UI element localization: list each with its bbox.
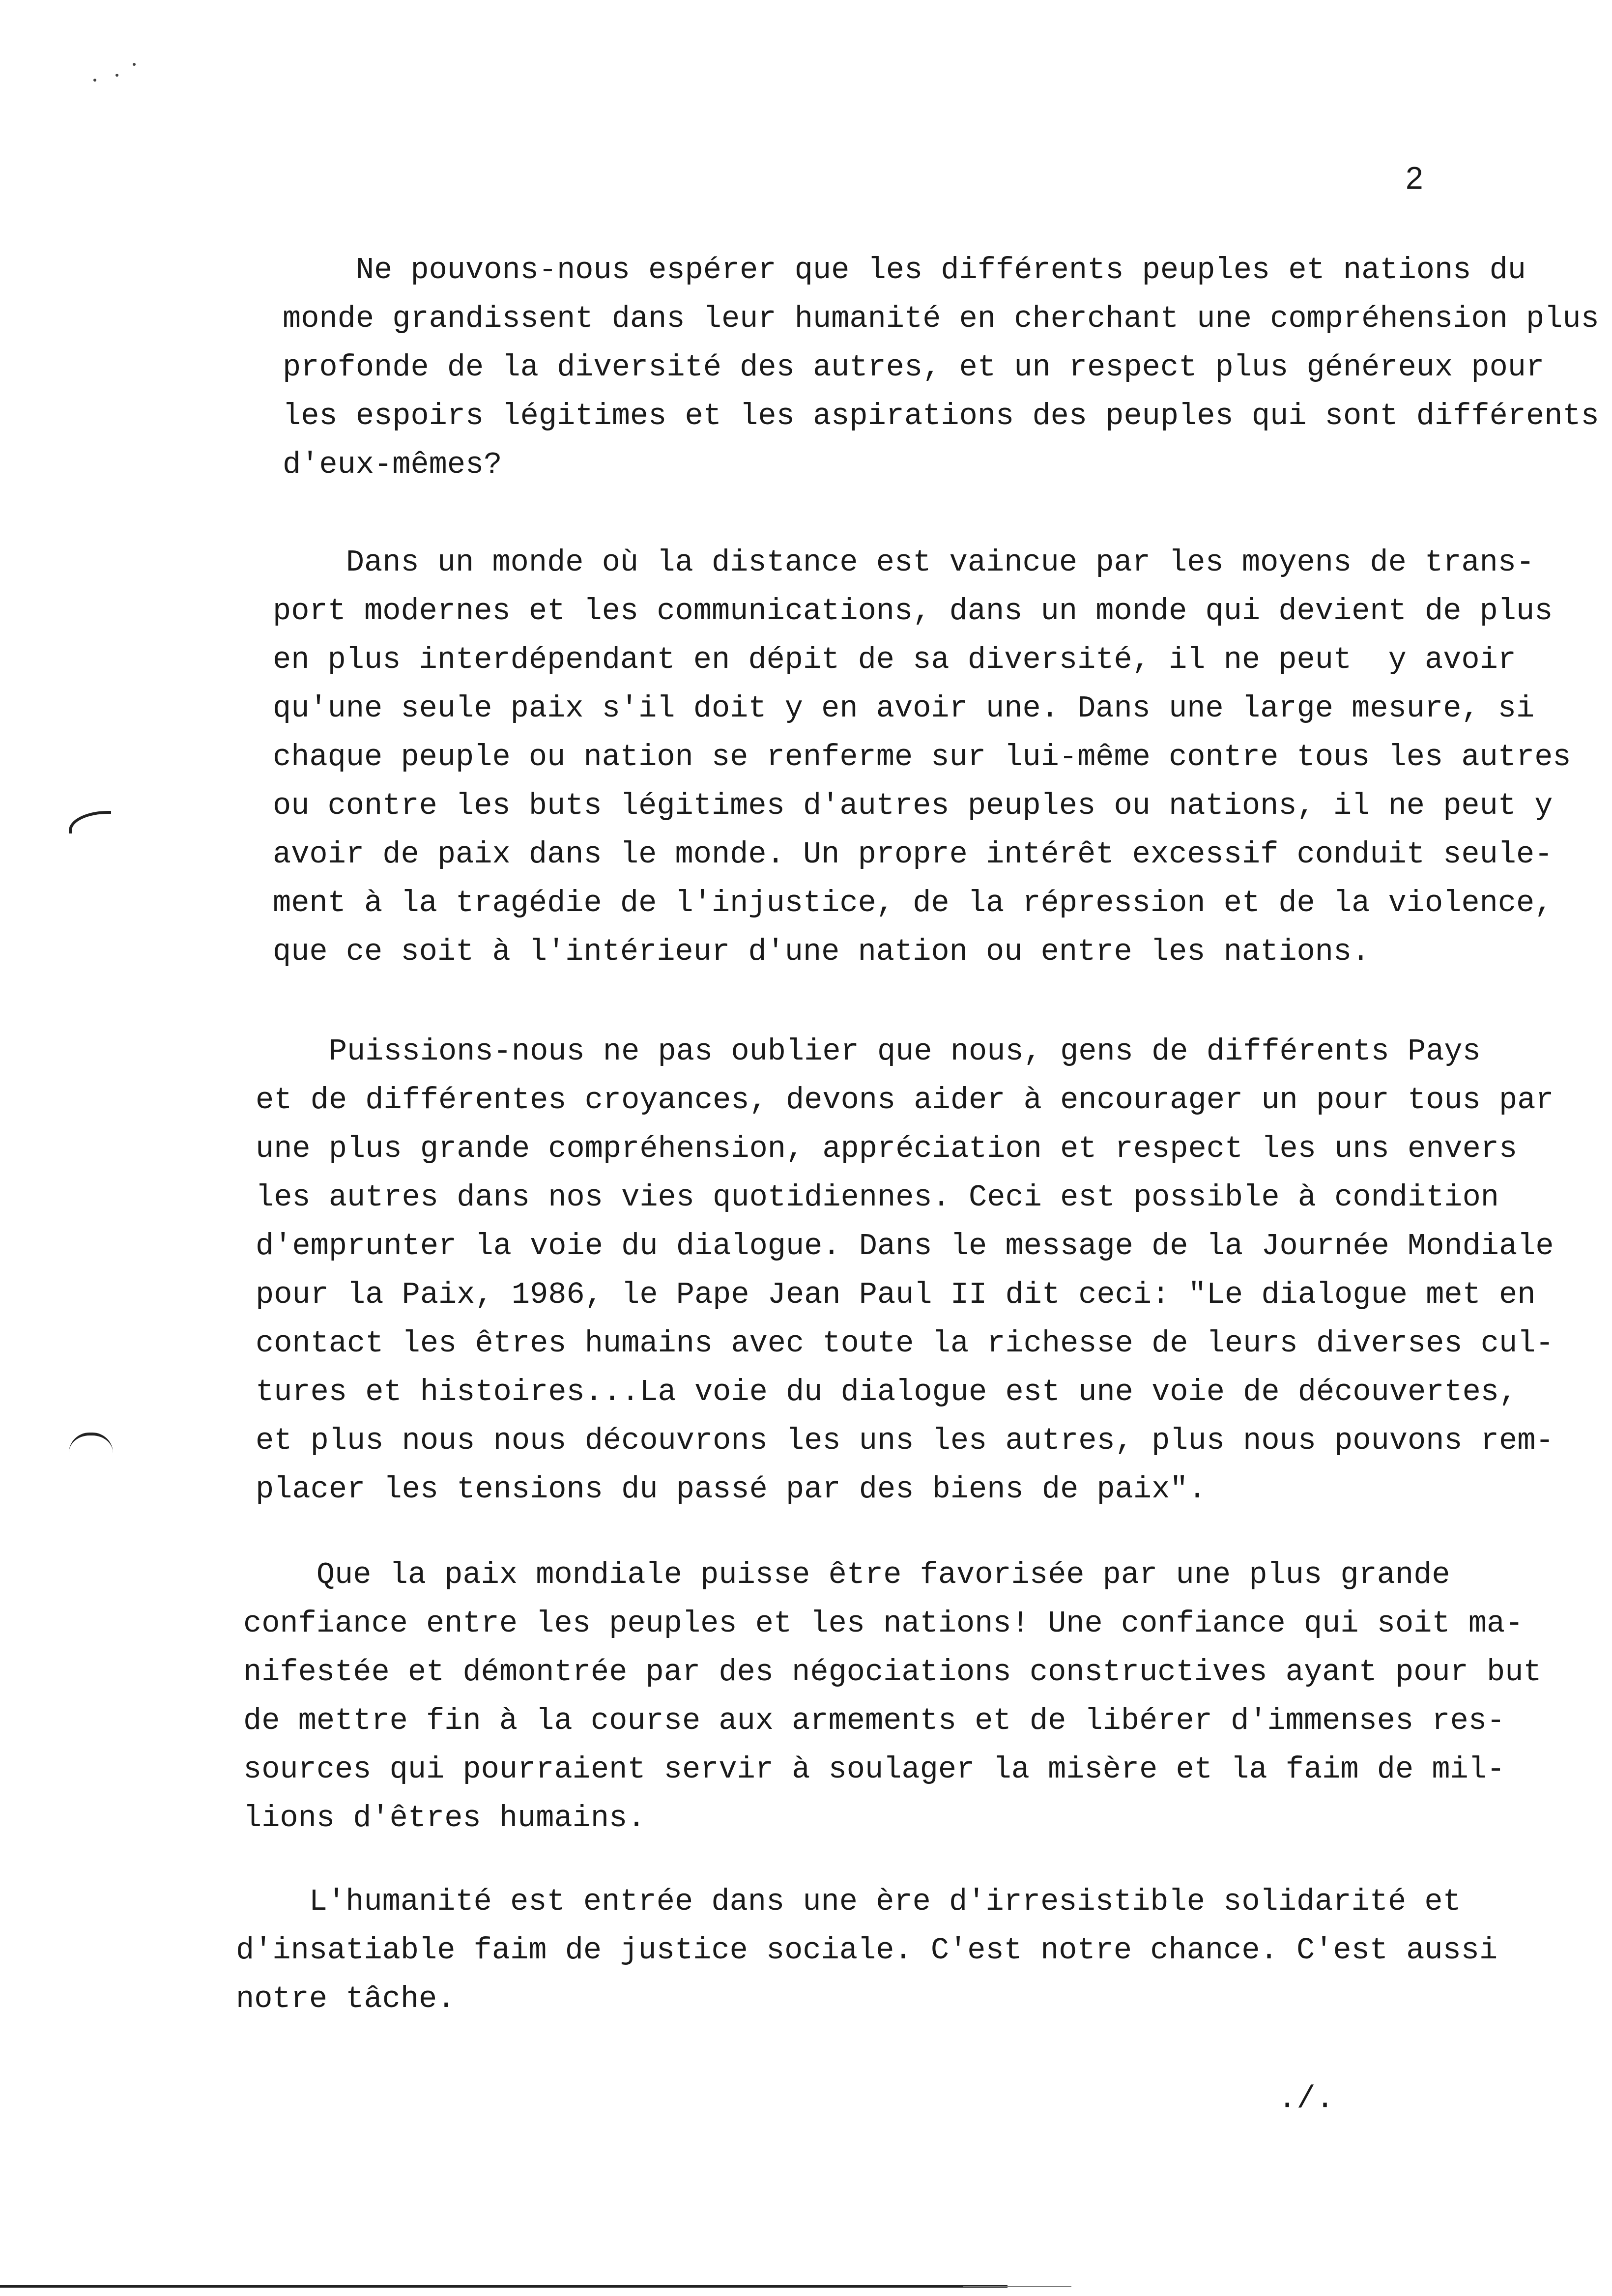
paragraph-1 bbox=[283, 246, 1599, 489]
text-line: Dans un monde où la distance est vaincue par les moyens de trans- bbox=[273, 545, 1535, 580]
continuation-mark: ./. bbox=[1278, 2082, 1335, 2117]
text-line: de mettre fin à la course aux armements et de libérer d'immenses res- bbox=[243, 1703, 1505, 1738]
text-line: les espoirs légitimes et les aspirations des peuples qui sont différents bbox=[283, 399, 1599, 433]
scan-speck bbox=[93, 79, 96, 82]
text-line: et de différentes croyances, devons aider à encourager un pour tous par bbox=[256, 1083, 1554, 1118]
text-line: Ne pouvons-nous espérer que les différents peuples et nations du bbox=[283, 253, 1526, 287]
text-line: les autres dans nos vies quotidiennes. Ceci est possible à condition bbox=[256, 1180, 1499, 1215]
text-line: une plus grande compréhension, appréciation et respect les uns envers bbox=[256, 1131, 1518, 1166]
punch-hole-mark-icon bbox=[69, 1433, 113, 1453]
text-line: notre tâche. bbox=[236, 1981, 456, 2016]
text-line: nifestée et démontrée par des négociations constructives ayant pour but bbox=[243, 1655, 1542, 1690]
page-number: 2 bbox=[1406, 160, 1423, 196]
text-line: d'insatiable faim de justice sociale. C'est notre chance. C'est aussi bbox=[236, 1933, 1498, 1968]
scan-speck bbox=[115, 74, 118, 77]
text-line: confiance entre les peuples et les nations! Une confiance qui soit ma- bbox=[243, 1606, 1524, 1641]
text-line: sources qui pourraient servir à soulager la misère et la faim de mil- bbox=[243, 1752, 1505, 1787]
text-line: ou contre les buts légitimes d'autres peuples ou nations, il ne peut y bbox=[273, 788, 1553, 823]
text-line: profonde de la diversité des autres, et un respect plus généreux pour bbox=[283, 350, 1545, 385]
text-line: L'humanité est entrée dans une ère d'irresistible solidarité et bbox=[236, 1884, 1461, 1919]
paragraph-5 bbox=[236, 1877, 1498, 2023]
text-line: d'emprunter la voie du dialogue. Dans le message de la Journée Mondiale bbox=[256, 1229, 1554, 1263]
text-line: contact les êtres humains avec toute la richesse de leurs diverses cul- bbox=[256, 1326, 1554, 1361]
text-line: Que la paix mondiale puisse être favorisée par une plus grande bbox=[243, 1557, 1450, 1592]
text-line: ment à la tragédie de l'injustice, de la répression et de la violence, bbox=[273, 886, 1553, 920]
text-line: tures et histoires...La voie du dialogue est une voie de découvertes, bbox=[256, 1375, 1518, 1409]
paragraph-4 bbox=[243, 1550, 1542, 1842]
bottom-edge-rule bbox=[0, 2285, 1008, 2288]
text-line: d'eux-mêmes? bbox=[283, 447, 502, 482]
text-line: port modernes et les communications, dans un monde qui devient de plus bbox=[273, 594, 1553, 629]
text-line: lions d'êtres humains. bbox=[243, 1801, 646, 1836]
text-line: et plus nous nous découvrons les uns les autres, plus nous pouvons rem- bbox=[256, 1423, 1554, 1458]
paragraph-2 bbox=[273, 538, 1571, 976]
text-line: pour la Paix, 1986, le Pape Jean Paul II dit ceci: "Le dialogue met en bbox=[256, 1277, 1536, 1312]
scan-speck bbox=[133, 63, 136, 66]
bottom-edge-rule-thin bbox=[963, 2286, 1071, 2287]
paragraph-3 bbox=[256, 1027, 1554, 1514]
text-line: avoir de paix dans le monde. Un propre intérêt excessif conduit seule- bbox=[273, 837, 1553, 872]
text-line: que ce soit à l'intérieur d'une nation ou entre les nations. bbox=[273, 934, 1370, 969]
text-line: en plus interdépendant en dépit de sa diversité, il ne peut y avoir bbox=[273, 642, 1517, 677]
text-line: chaque peuple ou nation se renferme sur lui-même contre tous les autres bbox=[273, 740, 1571, 775]
text-line: Puissions-nous ne pas oublier que nous, gens de différents Pays bbox=[256, 1034, 1481, 1069]
punch-hole-mark-icon bbox=[69, 811, 111, 833]
text-line: qu'une seule paix s'il doit y en avoir une. Dans une large mesure, si bbox=[273, 691, 1535, 726]
text-line: placer les tensions du passé par des biens de paix". bbox=[256, 1472, 1207, 1507]
text-line: monde grandissent dans leur humanité en cherchant une compréhension plus bbox=[283, 301, 1599, 336]
